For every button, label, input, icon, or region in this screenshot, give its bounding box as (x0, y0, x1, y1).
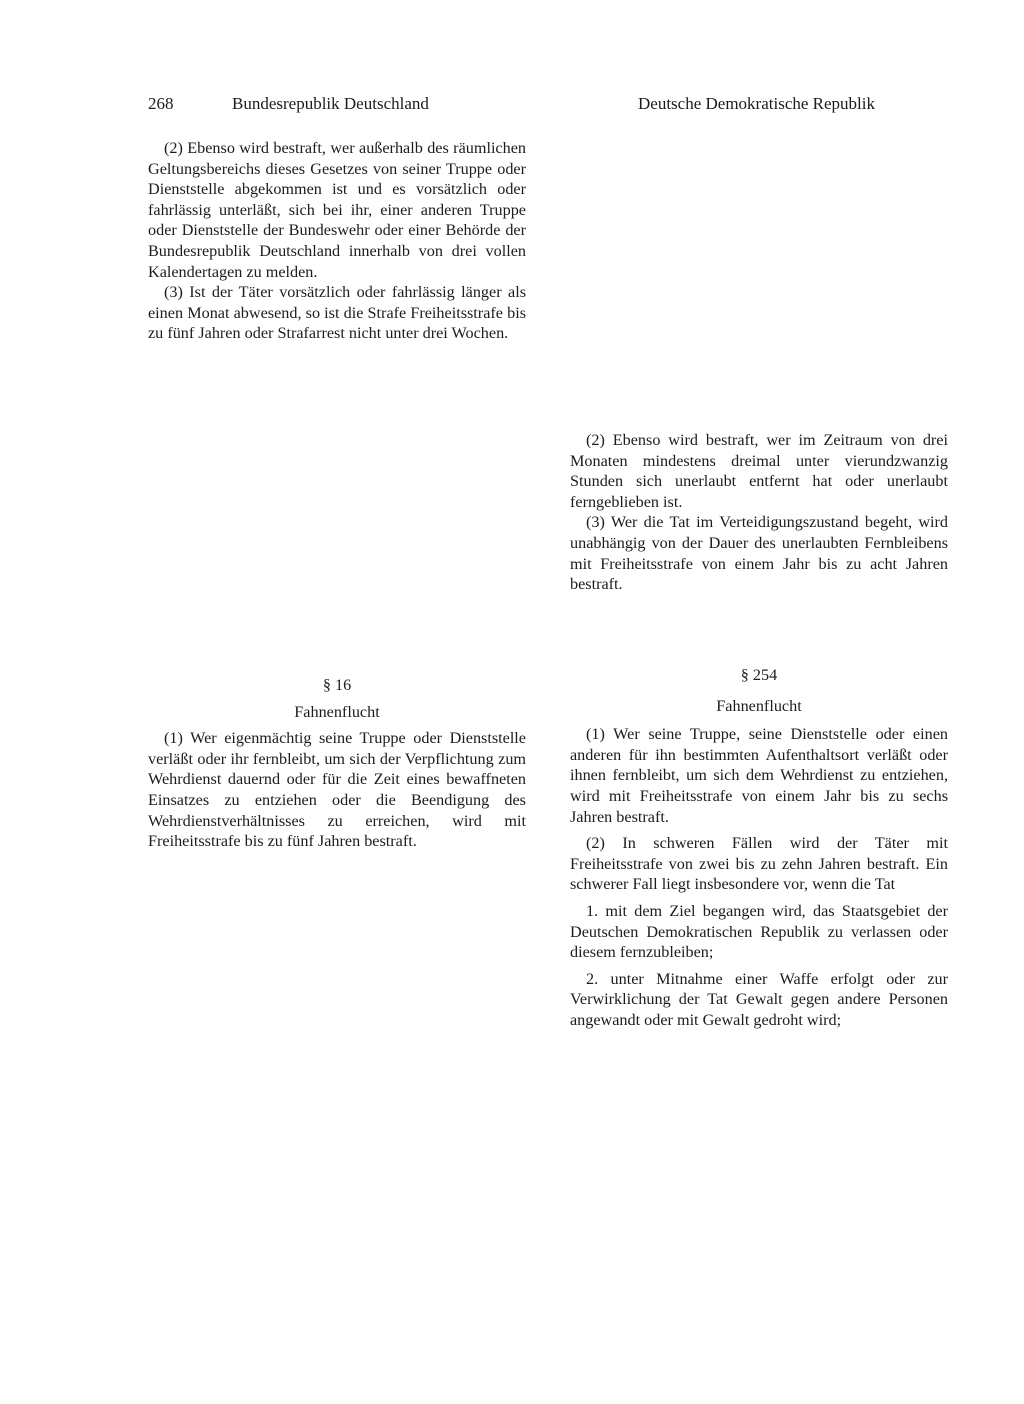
list-item: 2. unter Mitnahme einer Waffe erfolgt oder zur Verwirklichung der Tat Gewalt gegen andere Personen angewandt oder mit Gewalt gedroht wird; (570, 969, 948, 1029)
section-number: § 16 (322, 676, 352, 694)
page-number: 268 (148, 94, 174, 113)
left-section-16 (148, 675, 526, 852)
right-column-top-text (570, 430, 948, 595)
section-title: Fahnenflucht (294, 702, 380, 721)
running-header-right: Deutsche Demokratische Republik (638, 94, 875, 113)
left-column-top-text (148, 138, 526, 344)
section-title: Fahnenflucht (716, 696, 802, 715)
paragraph: (2) Ebenso wird bestraft, wer außerhalb des räumlichen Geltungsbereichs dieses Gesetzes von seiner Truppe oder Dienststelle abgekommen ist und es vorsätzlich oder fahrlässig unterläßt, sich bei ihr, einer anderen Truppe oder Dienststelle der Bundeswehr oder einer Behörde der Bundesrepublik Deutschland innerhalb von drei vollen Kalendertagen zu melden. (148, 139, 526, 281)
paragraph: (1) Wer eigenmächtig seine Truppe oder Dienststelle verläßt oder ihr fernbleibt, um sich der Verpflichtung zum Wehrdienst dauernd oder für die Zeit eines bewaffneten Einsatzes zu entziehen oder die Beendigung des Wehrdienstverhältnisses zu erreichen, wird mit Freiheitsstrafe bis zu fünf Jahren bestraft. (148, 729, 526, 851)
paragraph: (3) Ist der Täter vorsätzlich oder fahrlässig länger als einen Monat abwesend, so ist die Strafe Freiheitsstrafe bis zu fünf Jahren oder Strafarrest nicht unter drei Wochen. (148, 283, 526, 343)
running-header-left: Bundesrepublik Deutschland (232, 94, 429, 113)
paragraph: (1) Wer seine Truppe, seine Dienststelle oder einen anderen für ihn bestimmten Aufenthaltsort verläßt oder ihnen fernbleibt, um sich dem Wehrdienst zu entziehen, wird mit Freiheitsstrafe von einem Jahr bis zu sechs Jahren bestraft. (570, 725, 948, 826)
section-number: § 254 (740, 666, 778, 684)
paragraph: (3) Wer die Tat im Verteidigungszustand begeht, wird unabhängig von der Dauer des unerlaubten Fernbleibens mit Freiheitsstrafe von einem Jahr bis zu acht Jahren bestraft. (570, 513, 948, 594)
list-item: 1. mit dem Ziel begangen wird, das Staatsgebiet der Deutschen Demokratischen Republik zu verlassen oder diesem fernzubleiben; (570, 901, 948, 962)
right-section-254 (570, 665, 948, 1031)
paragraph: (2) In schweren Fällen wird der Täter mit Freiheitsstrafe von zwei bis zu zehn Jahren bestraft. Ein schwerer Fall liegt insbesondere vor, wenn die Tat (570, 834, 948, 894)
paragraph: (2) Ebenso wird bestraft, wer im Zeitraum von drei Monaten mindestens dreimal unter vierundzwanzig Stunden sich unerlaubt entfernt hat oder unerlaubt ferngeblieben ist. (570, 431, 948, 511)
